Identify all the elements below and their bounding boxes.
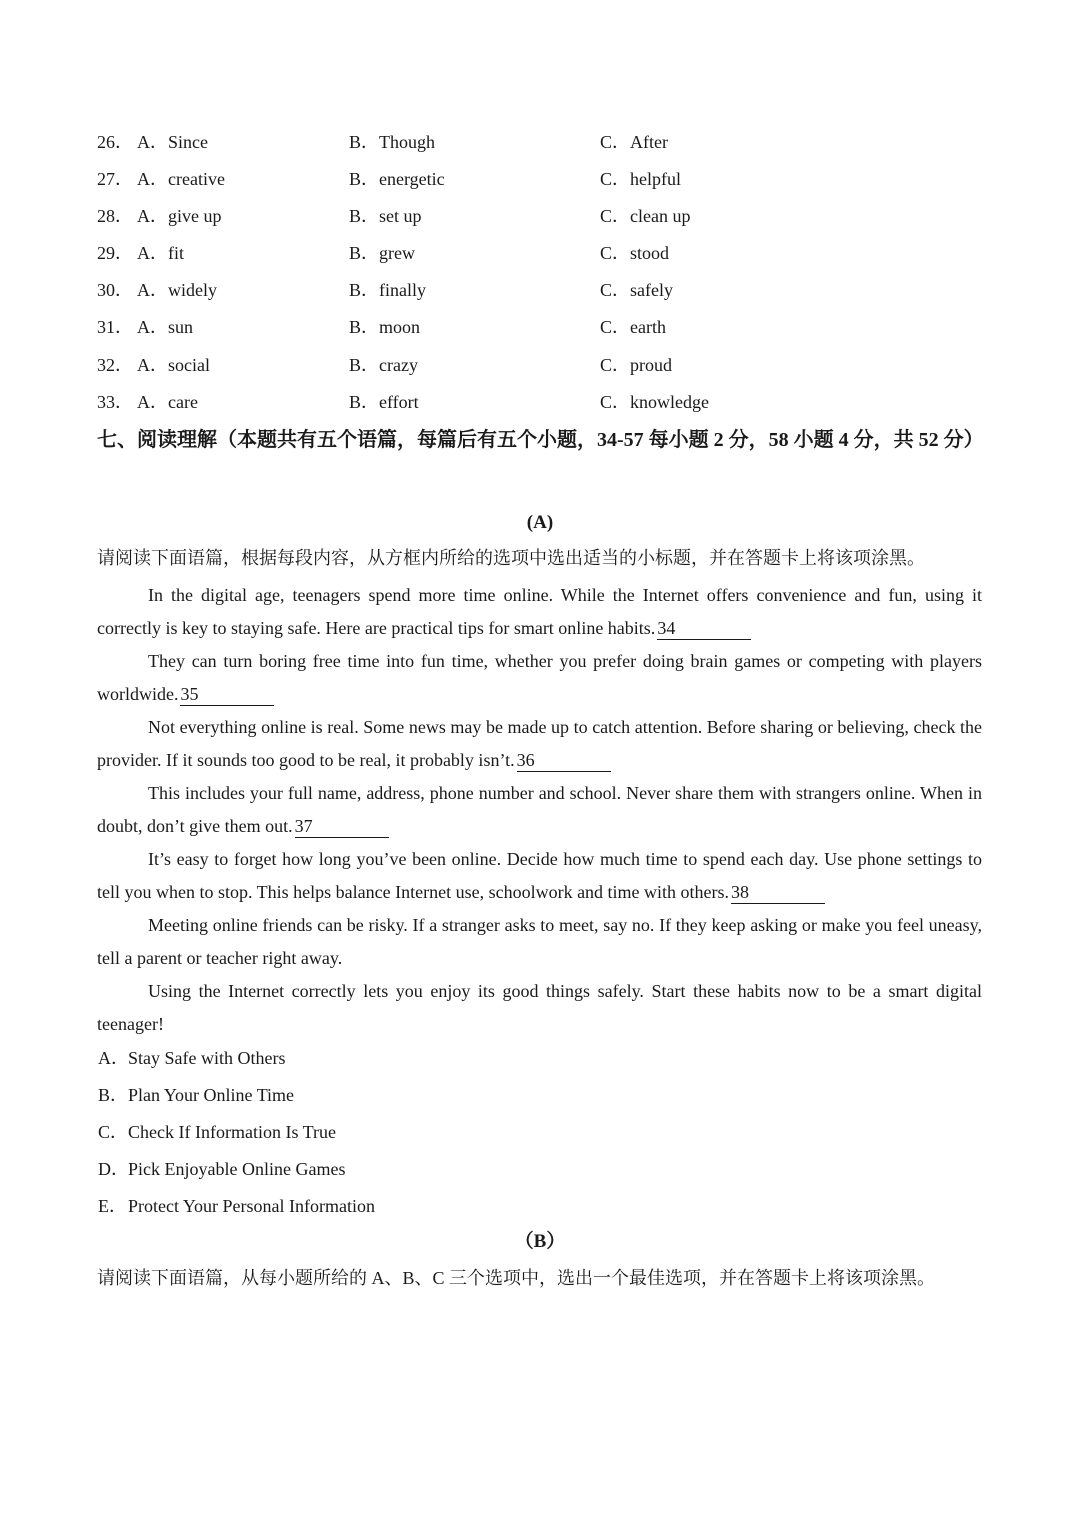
paragraph-text: Using the Internet correctly lets you enjoy its good things safely. Start these habits now to be a smart digital teenager! [97, 981, 982, 1034]
mc-row [97, 309, 997, 346]
passage-paragraph [97, 711, 982, 777]
passage-paragraph [97, 909, 982, 975]
option-b: B．grew [349, 243, 415, 264]
mc-row [97, 347, 997, 384]
mc-row [97, 384, 997, 421]
option-c: C．safely [600, 280, 673, 301]
paragraph-text: It’s easy to forget how long you’ve been online. Decide how much time to spend each day. Use phone settings to tell you when to stop. This helps balance Internet use, schoolwork and time with others. [97, 849, 982, 902]
option-c: C．earth [600, 317, 666, 338]
option-a: A．sun [137, 317, 194, 338]
paragraph-text: They can turn boring free time into fun time, whether you prefer doing brain games or competing with players worldwide. [97, 651, 982, 704]
option-c: C．knowledge [600, 391, 709, 412]
mc-row [97, 272, 997, 309]
option-text: Check If Information Is True [128, 1122, 336, 1142]
question-number: 33． [97, 391, 133, 412]
paragraph-text: This includes your full name, address, phone number and school. Never share them with strangers online. When in doubt, don’t give them out. [97, 783, 982, 836]
option-a: A．Since [137, 132, 208, 152]
option-b: B．Though [349, 132, 436, 152]
option-letter: C． [98, 1122, 129, 1142]
question-number: 27． [97, 169, 133, 190]
option-letter: A． [98, 1048, 129, 1068]
paragraph-text: In the digital age, teenagers spend more time online. While the Internet offers convenience and fun, using it correctly is key to staying safe. Here are practical tips for smart online habits. [97, 585, 982, 638]
question-number: 30． [97, 280, 133, 301]
option-b: B．finally [349, 280, 426, 301]
question-number: 32． [97, 354, 133, 375]
question-number: 28． [97, 206, 133, 227]
passage-paragraph [97, 777, 982, 843]
mc-row [97, 235, 997, 272]
heading-options [98, 1040, 698, 1225]
option-b: B．moon [349, 317, 421, 338]
option-letter: D． [98, 1159, 129, 1179]
option-item [98, 1151, 698, 1188]
answer-blank: 35 [180, 683, 274, 706]
passage-paragraph [97, 843, 982, 909]
answer-blank: 37 [295, 815, 389, 838]
option-c: C．stood [600, 243, 670, 264]
paragraph-text: Not everything online is real. Some news may be made up to catch attention. Before sharing or believing, check the provider. If it sounds too good to be real, it probably isn’t. [97, 717, 982, 770]
option-a: A．creative [137, 169, 225, 190]
part-b-instruction: 请阅读下面语篇，从每小题所给的 A、B、C 三个选项中，选出一个最佳选项，并在答题卡上将该项涂黑。 [97, 1268, 936, 1288]
option-c: C．After [600, 132, 668, 152]
question-number: 29． [97, 243, 133, 264]
passage-paragraph [97, 975, 982, 1041]
multiple-choice-list [97, 124, 997, 421]
section-title: 七、阅读理解（本题共有五个语篇，每篇后有五个小题，34-57 每小题 2 分，58 小题 4 分，共 52 分） [97, 429, 984, 451]
option-b: B．crazy [349, 354, 418, 375]
mc-row [97, 161, 997, 198]
option-a: A．social [137, 354, 210, 375]
mc-row [97, 124, 997, 161]
option-text: Plan Your Online Time [128, 1085, 295, 1105]
option-text: Pick Enjoyable Online Games [128, 1159, 346, 1179]
option-b: B．effort [349, 391, 419, 412]
option-c: C．helpful [600, 169, 681, 190]
option-item [98, 1114, 698, 1151]
answer-blank: 36 [517, 749, 611, 772]
option-c: C．proud [600, 354, 672, 375]
option-item [98, 1188, 698, 1225]
option-a: A．care [137, 391, 198, 412]
answer-blank: 38 [731, 881, 825, 904]
passage-paragraph [97, 645, 982, 711]
part-a-instruction: 请阅读下面语篇，根据每段内容，从方框内所给的选项中选出适当的小标题，并在答题卡上将该项涂黑。 [97, 548, 925, 568]
part-a-label: (A) [526, 512, 554, 533]
mc-row [97, 198, 997, 235]
option-item [98, 1040, 698, 1077]
option-text: Protect Your Personal Information [128, 1196, 375, 1216]
option-letter: E． [98, 1196, 127, 1216]
option-c: C．clean up [600, 206, 691, 227]
passage-paragraph [97, 579, 982, 645]
option-a: A．fit [137, 243, 184, 264]
option-b: B．energetic [349, 169, 445, 190]
question-number: 31． [97, 317, 133, 338]
question-number: 26． [97, 132, 133, 152]
paragraph-text: Meeting online friends can be risky. If a stranger asks to meet, say no. If they keep asking or make you feel uneasy, tell a parent or teacher right away. [97, 915, 982, 968]
option-letter: B． [98, 1085, 129, 1105]
answer-blank: 34 [657, 617, 751, 640]
part-b-label: （B） [514, 1231, 566, 1252]
option-text: Stay Safe with Others [128, 1048, 286, 1068]
option-b: B．set up [349, 206, 422, 227]
option-item [98, 1077, 698, 1114]
option-a: A．give up [137, 206, 222, 227]
reading-passage [97, 579, 982, 1041]
option-a: A．widely [137, 280, 217, 301]
